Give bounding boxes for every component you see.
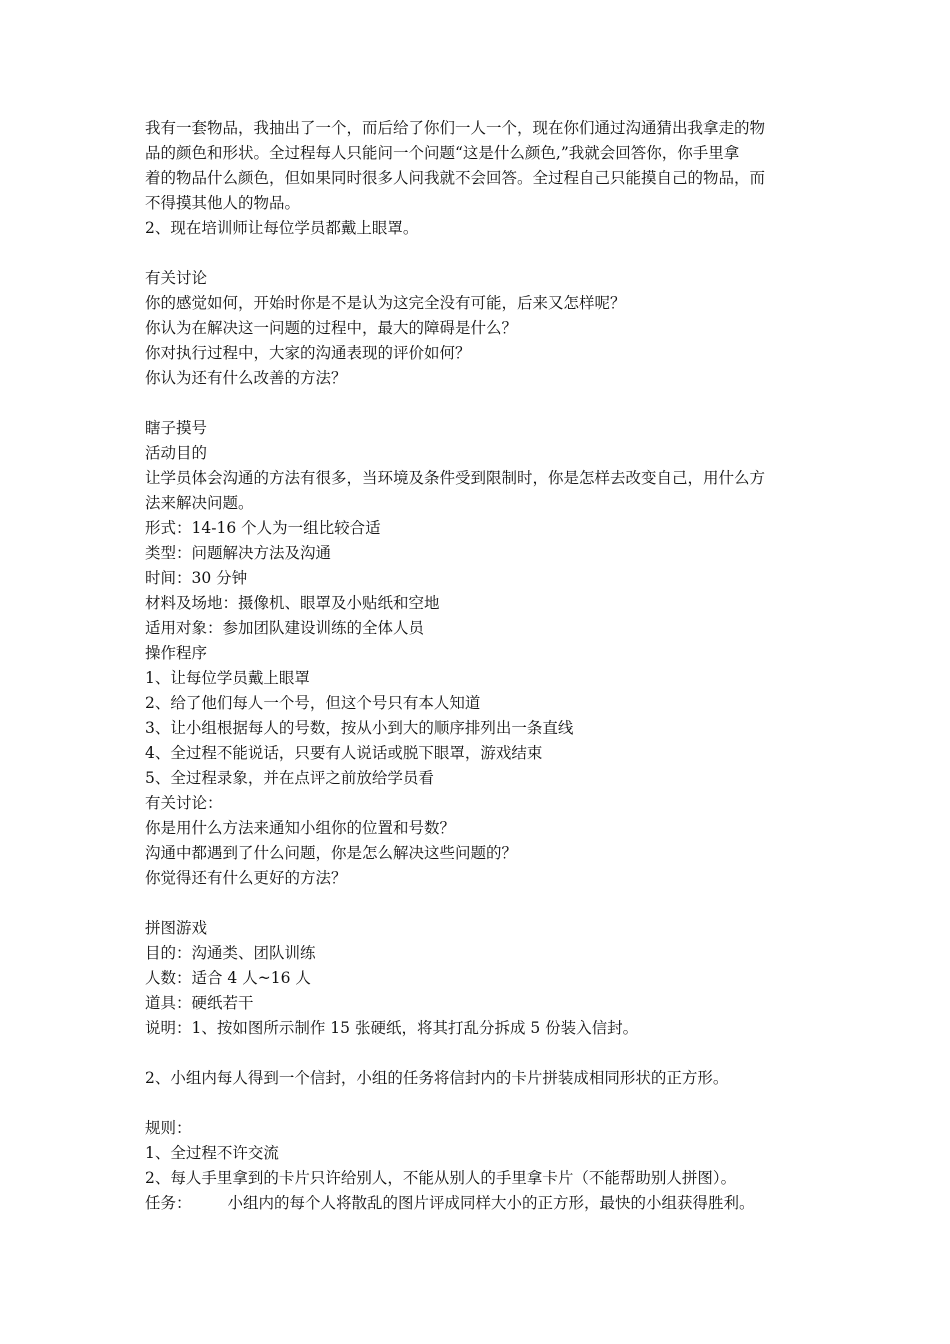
text-line: 材料及场地：摄像机、眼罩及小贴纸和空地 (145, 594, 440, 612)
text-line: 你觉得还有什么更好的方法？ (145, 869, 347, 887)
text-line: 5、全过程录象，并在点评之前放给学员看 (145, 769, 434, 787)
text-line: 人数：适合 4 人~16 人 (145, 969, 311, 987)
text-line: 形式：14-16 个人为一组比较合适 (145, 519, 381, 537)
text-line: 1、全过程不许交流 (145, 1144, 279, 1162)
text-line: 时间：30 分钟 (145, 569, 248, 587)
task-text: 小组内的每个人将散乱的图片评成同样大小的正方形，最快的小组获得胜利。 (227, 1194, 755, 1212)
text-line: 4、全过程不能说话，只要有人说话或脱下眼罩，游戏结束 (145, 744, 543, 762)
text-line: 说明：1、按如图所示制作 15 张硬纸，将其打乱分拆成 5 份装入信封。 (145, 1019, 639, 1037)
section-heading: 规则： (145, 1119, 192, 1137)
text-line: 你是用什么方法来通知小组你的位置和号数？ (145, 819, 456, 837)
text-line: 3、让小组根据每人的号数，按从小到大的顺序排列出一条直线 (145, 719, 574, 737)
text-line: 操作程序 (145, 644, 208, 662)
paragraph-gap (145, 1041, 815, 1066)
paragraph-gap (145, 1091, 815, 1116)
text-line: 品的颜色和形状。全过程每人只能问一个问题“这是什么颜色,”我就会回答你，你手里拿 (145, 144, 740, 162)
text-line: 道具：硬纸若干 (145, 994, 254, 1012)
text-line: 1、让每位学员戴上眼罩 (145, 669, 310, 687)
paragraph-gap (145, 391, 815, 416)
text-line: 让学员体会沟通的方法有很多，当环境及条件受到限制时，你是怎样去改变自己，用什么方 (145, 469, 766, 487)
text-line: 活动目的 (145, 444, 208, 462)
section-heading: 瞎子摸号 (145, 419, 208, 437)
section-heading: 有关讨论 (145, 269, 208, 287)
task-line (145, 1191, 815, 1216)
text-line: 着的物品什么颜色，但如果同时很多人问我就不会回答。全过程自己只能摸自己的物品，而 (145, 169, 766, 187)
text-line: 我有一套物品，我抽出了一个，而后给了你们一人一个，现在你们通过沟通猜出我拿走的物 (145, 119, 766, 137)
text-line: 2、给了他们每人一个号，但这个号只有本人知道 (145, 694, 481, 712)
text-line: 你认为还有什么改善的方法？ (145, 369, 347, 387)
paragraph-gap (145, 241, 815, 266)
text-line: 你的感觉如何，开始时你是不是认为这完全没有可能，后来又怎样呢？ (145, 294, 626, 312)
text-line: 类型：问题解决方法及沟通 (145, 544, 332, 562)
section-heading: 拼图游戏 (145, 919, 208, 937)
text-line: 不得摸其他人的物品。 (145, 194, 301, 212)
task-label: 任务： (145, 1194, 192, 1212)
text-line: 目的：沟通类、团队训练 (145, 944, 316, 962)
text-line: 适用对象：参加团队建设训练的全体人员 (145, 619, 425, 637)
paragraph-gap (145, 891, 815, 916)
text-line: 你对执行过程中，大家的沟通表现的评价如何？ (145, 344, 471, 362)
text-line: 有关讨论： (145, 794, 223, 812)
text-line: 2、小组内每人得到一个信封，小组的任务将信封内的卡片拼装成相同形状的正方形。 (145, 1069, 729, 1087)
document-body (145, 116, 815, 1216)
text-line: 法来解决问题。 (145, 494, 254, 512)
text-line: 你认为在解决这一问题的过程中，最大的障碍是什么？ (145, 319, 518, 337)
text-line: 沟通中都遇到了什么问题，你是怎么解决这些问题的？ (145, 844, 518, 862)
text-line: 2、每人手里拿到的卡片只许给别人，不能从别人的手里拿卡片（不能帮助别人拼图）。 (145, 1169, 737, 1187)
text-line: 2、现在培训师让每位学员都戴上眼罩。 (145, 219, 419, 237)
